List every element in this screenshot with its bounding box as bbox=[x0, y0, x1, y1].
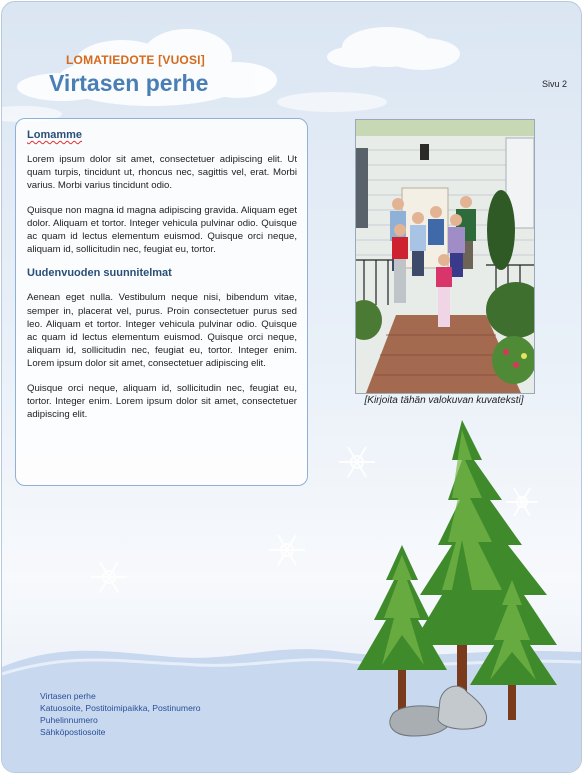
page-title: Virtasen perhe bbox=[49, 70, 209, 96]
page-number: Sivu 2 bbox=[542, 79, 568, 89]
article-subheading: Uudenvuoden suunnitelmat bbox=[27, 267, 172, 280]
footer-address: Katuosoite, Postitoimipaikka, Postinumero bbox=[40, 703, 201, 713]
article-paragraph: Lorem ipsum dolor sit amet, consectetuer adipiscing elit. Ut quam turpis, tincidunt ut, rhoncus nec, sagittis vel, erat. Morbi varius. Morbi varius tincidunt odio. bbox=[27, 154, 297, 192]
article-card bbox=[15, 118, 308, 486]
article-paragraph: Quisque non magna id magna adipiscing gravida. Aliquam eget dolor. Aliquam et tortor. Integer vehicula pulvinar odio. Quisque ac quam id lectus elementum euismod. Quisque orci neque, aliquam id, sollicitudin nec, feugiat eu, tortor. bbox=[27, 204, 297, 256]
pine-trees-illustration bbox=[352, 420, 567, 742]
article-paragraph: Quisque orci neque, aliquam id, sollicitudin nec, feugiat eu, tortor. Integer enim. Lorem ipsum dolor sit amet, consectetuer adipiscing elit. bbox=[27, 382, 297, 421]
article-heading: Lomamme bbox=[27, 129, 83, 141]
article-paragraph: Aenean eget nulla. Vestibulum neque nisi, bibendum vitae, semper in, placerat vel, purus. Proin consectetuer purus sed leo. Aliquam et tortor. Integer vehicula pulvinar odio. Quisque ac quam id lectus elementum euismod. Quisque orci neque, aliquam id, sollicitudin nec, feugiat eu, tortor. Integer enim. Lorem ipsum dolor sit amet, consectetuer adipiscing elit. bbox=[27, 292, 297, 370]
footer-email: Sähköpostiosoite bbox=[40, 727, 106, 737]
newsletter-page bbox=[1, 1, 582, 773]
family-photo bbox=[355, 119, 535, 394]
footer-phone: Puhelinnumero bbox=[40, 715, 98, 725]
footer-name: Virtasen perhe bbox=[40, 691, 96, 701]
family-photo-illustration bbox=[356, 120, 534, 393]
photo-caption[interactable]: [Kirjoita tähän valokuvan kuvateksti] bbox=[364, 395, 524, 406]
newsletter-eyebrow: LOMATIEDOTE [VUOSI] bbox=[66, 53, 205, 67]
footer-contact bbox=[40, 690, 201, 738]
cloud-icon bbox=[327, 27, 460, 70]
